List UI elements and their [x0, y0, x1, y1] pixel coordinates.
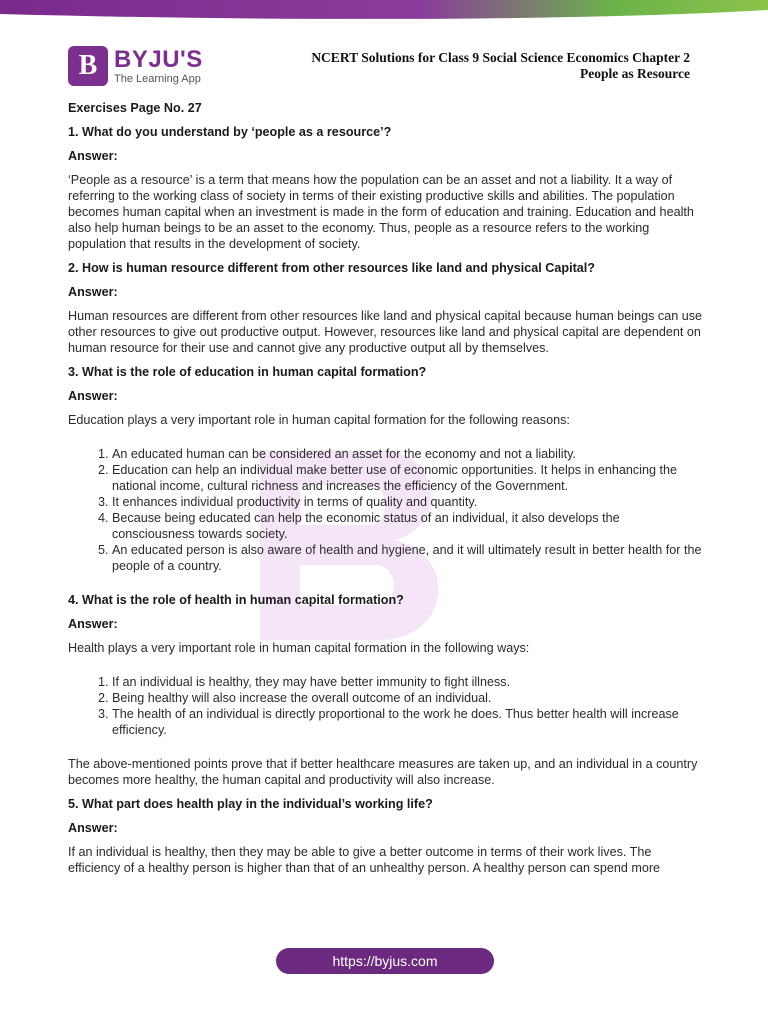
list-item: 1. If an individual is healthy, they may have better immunity to fight illness.: [112, 674, 704, 690]
logo-mark: B: [68, 46, 108, 86]
document-title-line-2: People as Resource: [580, 66, 690, 81]
byjus-logo: [68, 46, 203, 86]
answer-label-5: Answer:: [68, 821, 118, 835]
document-title-line-1: NCERT Solutions for Class 9 Social Science Economics Chapter 2: [311, 50, 690, 65]
exercise-heading: Exercises Page No. 27: [68, 101, 202, 115]
list-item: 2. Being healthy will also increase the overall outcome of an individual.: [112, 690, 704, 706]
answer-4-list: [68, 674, 704, 738]
list-item: 2. Education can help an individual make better use of economic opportunities. It helps in enhancing the national income, cultural richness and increases the efficiency of the Government.: [112, 462, 704, 494]
document-title: [311, 50, 690, 82]
question-1: 1. What do you understand by ‘people as a resource’?: [68, 125, 392, 139]
question-2: 2. How is human resource different from other resources like land and physical Capital?: [68, 261, 595, 275]
answer-2: Human resources are different from other resources like land and physical capital because human beings can use other resources to give out productive output. However, resources like land and physical capital are dependent on human resource for their use and cannot give any productive output all by themselves.: [68, 309, 703, 355]
answer-label-3: Answer:: [68, 389, 118, 403]
top-decorative-band: [0, 0, 768, 30]
answer-1: ‘People as a resource’ is a term that means how the population can be an asset and not a liability. It a way of referring to the working class of society in terms of their existing productive skills and abilities. The population becomes human capital when an investment is made in the form of education and training. Education and health also help human beings to be an asset to the economy. Thus, people as a resource refers to the working population that results in the development of society.: [68, 173, 694, 251]
answer-label-1: Answer:: [68, 149, 118, 163]
question-4: 4. What is the role of health in human capital formation?: [68, 593, 404, 607]
question-3: 3. What is the role of education in human capital formation?: [68, 365, 427, 379]
list-item: 4. Because being educated can help the economic status of an individual, it also develops the consciousness towards society.: [112, 510, 704, 542]
answer-label-2: Answer:: [68, 285, 118, 299]
question-5: 5. What part does health play in the individual’s working life?: [68, 797, 433, 811]
answer-3-list: [68, 446, 704, 574]
list-item: 3. The health of an individual is directly proportional to the work he does. Thus better health will increase efficiency.: [112, 706, 704, 738]
document-body: [68, 100, 704, 884]
list-item: 1. An educated human can be considered an asset for the economy and not a liability.: [112, 446, 704, 462]
answer-label-4: Answer:: [68, 617, 118, 631]
answer-4-intro: Health plays a very important role in human capital formation in the following ways:: [68, 641, 530, 655]
list-item: 5. An educated person is also aware of health and hygiene, and it will ultimately result in better health for the people of a country.: [112, 542, 704, 574]
answer-3-intro: Education plays a very important role in human capital formation for the following reasons:: [68, 413, 570, 427]
logo-tagline: The Learning App: [114, 72, 201, 85]
list-item: 3. It enhances individual productivity in terms of quality and quantity.: [112, 494, 704, 510]
answer-5: If an individual is healthy, then they may be able to give a better outcome in terms of their work lives. The efficiency of a healthy person is higher than that of an unhealthy person. A healthy person can spend more: [68, 845, 661, 875]
footer-url-link[interactable]: https://byjus.com: [276, 948, 494, 974]
answer-4-conclusion: The above-mentioned points prove that if better healthcare measures are taken up, and an individual in a country becomes more healthy, the human capital and productivity will also increase.: [68, 757, 698, 787]
logo-name: BYJU'S: [114, 45, 203, 73]
